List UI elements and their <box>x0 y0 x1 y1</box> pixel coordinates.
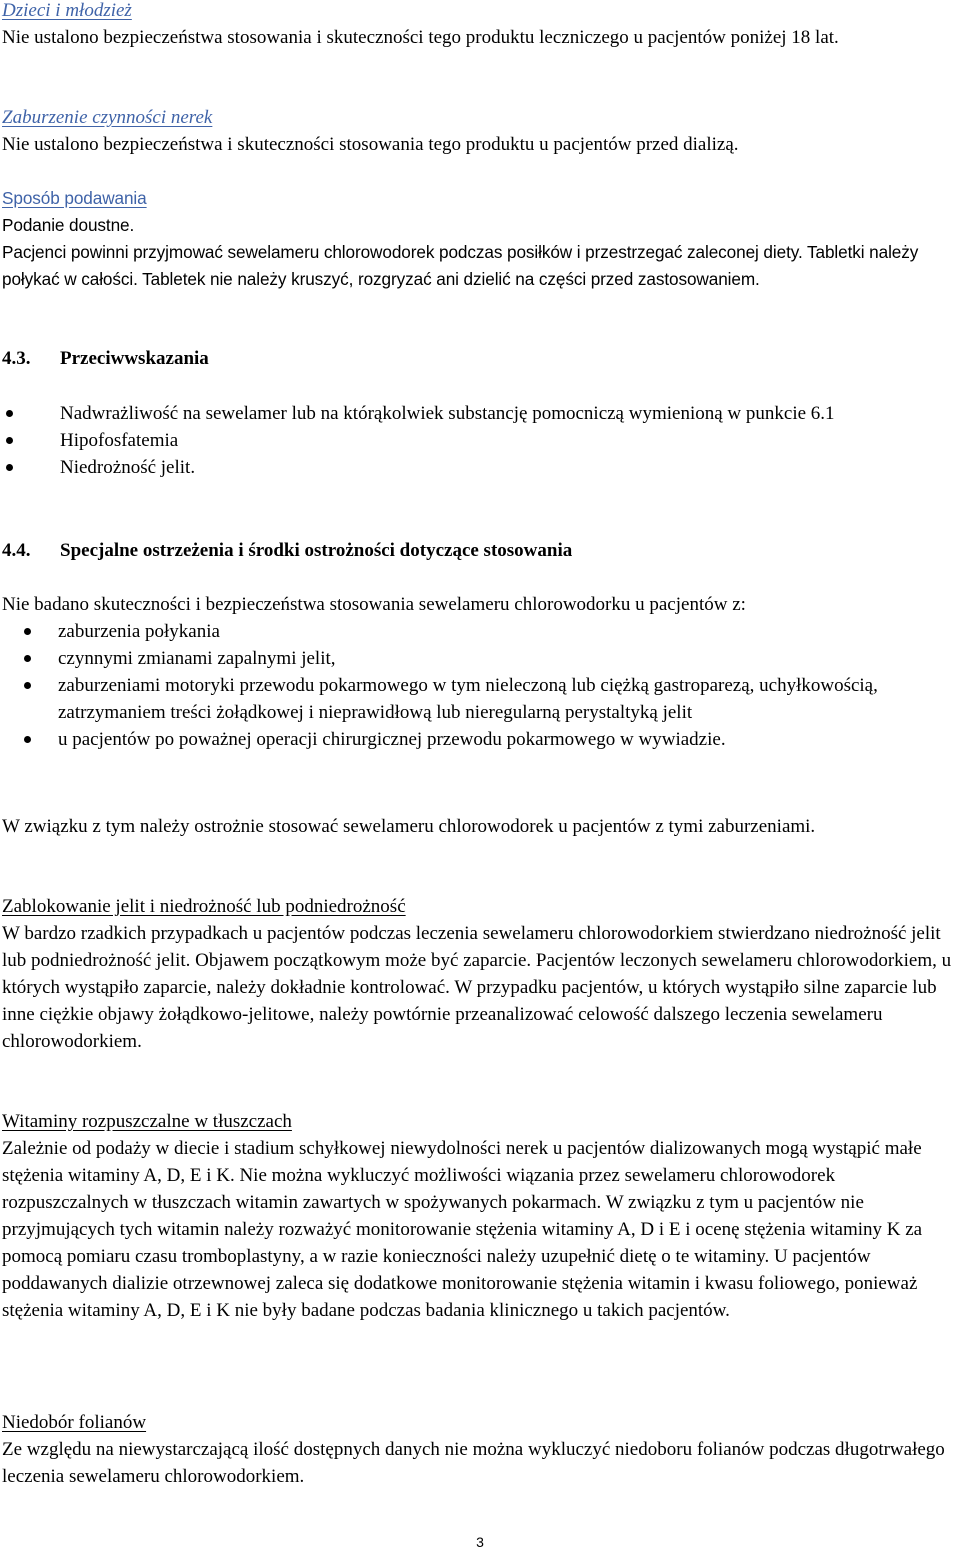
administration-text: Pacjenci powinni przyjmować sewelameru chlorowodorek podczas posiłków i przestrzegać zaleconej diety. Tabletki należy połykać w całości. Tabletek nie należy kruszyć, rozgryzać ani dzielić na części przed zastosowaniem. <box>2 242 919 289</box>
administration-line1: Podanie doustne. <box>2 215 135 235</box>
renal-text: Nie ustalono bezpieczeństwa i skuteczności stosowania tego produktu u pacjentów przed dializą. <box>2 134 739 155</box>
bullet-icon <box>6 410 13 417</box>
list-item: zaburzenia połykania <box>58 618 954 645</box>
bullet-icon <box>24 736 31 743</box>
children-text: Nie ustalono bezpieczeństwa stosowania i skuteczności tego produktu leczniczego u pacjentów poniżej 18 lat. <box>2 27 839 48</box>
children-block <box>2 0 954 51</box>
section-44-body <box>2 591 954 753</box>
section-44-intro: Nie badano skuteczności i bezpieczeństwa stosowania sewelameru chlorowodorku u pacjentów z: <box>2 594 746 615</box>
list-item: Hipofosfatemia <box>60 427 954 454</box>
list-item: czynnymi zmianami zapalnymi jelit, <box>58 645 954 672</box>
bullet-icon <box>6 464 13 471</box>
obstruction-heading: Zablokowanie jelit i niedrożność lub podniedrożność <box>2 896 406 917</box>
section-43-title: Przeciwwskazania <box>60 348 209 369</box>
vitamins-block <box>2 1108 954 1324</box>
list-item: u pacjentów po poważnej operacji chirurgicznej przewodu pokarmowego w wywiadzie. <box>58 726 954 753</box>
vitamins-heading: Witaminy rozpuszczalne w tłuszczach <box>2 1111 292 1132</box>
folate-block <box>2 1409 954 1490</box>
list-item: zaburzeniami motoryki przewodu pokarmowego w tym nieleczoną lub ciężką gastroparezą, uchyłkowością, zatrzymaniem treści żołądkowej i nieprawidłową lub nieregularną perystaltyką jelit <box>58 672 954 726</box>
list-item: Nadwrażliwość na sewelamer lub na którąkolwiek substancję pomocniczą wymienioną w punkcie 6.1 <box>60 400 954 427</box>
section-44-heading <box>2 537 954 564</box>
administration-block <box>2 185 954 293</box>
section-44-title: Specjalne ostrzeżenia i środki ostrożności dotyczące stosowania <box>60 540 573 561</box>
obstruction-block <box>2 893 954 1055</box>
folate-heading: Niedobór folianów <box>2 1412 147 1433</box>
bullet-icon <box>6 437 13 444</box>
renal-block <box>2 104 954 158</box>
section-43-number: 4.3. <box>2 348 31 369</box>
section-44-number: 4.4. <box>2 540 31 561</box>
renal-heading: Zaburzenie czynności nerek <box>2 107 213 128</box>
page-number: 3 <box>476 1534 484 1550</box>
section-44-caution: W związku z tym należy ostrożnie stosować sewelameru chlorowodorek u pacjentów z tymi zaburzeniami. <box>2 816 816 837</box>
children-heading: Dzieci i młodzież <box>2 0 132 21</box>
list-item: Niedrożność jelit. <box>60 454 954 481</box>
vitamins-text: Zależnie od podaży w diecie i stadium schyłkowej niewydolności nerek u pacjentów dializowanych mogą wystąpić małe stężenia witaminy A, D, E i K. Nie można wykluczyć możliwości wiązania przez sewelameru chlorowodorek rozpuszczalnych w tłuszczach witamin zawartych w spożywanych pokarmach. W związku z tym u pacjentów nie przyjmujących tych witamin należy rozważyć monitorowanie stężenia witaminy A, D i E i ocenę stężenia witaminy K za pomocą pomiaru czasu tromboplastyny, a w razie konieczności należy uzupełnić dietę o te witaminy. U pacjentów poddawanych dializie otrzewnowej zaleca się dodatkowe monitorowanie stężenia witamin i kwasu foliowego, ponieważ stężenia witaminy A, D, E i K nie były badane podczas badania klinicznego u takich pacjentów. <box>2 1138 923 1321</box>
obstruction-text: W bardzo rzadkich przypadkach u pacjentów podczas leczenia sewelameru chlorowodorkiem stwierdzano niedrożność jelit lub podniedrożność jelit. Objawem początkowym może być zaparcie. Pacjentów leczonych sewelameru chlorowodorkiem, u których wystąpiło zaparcie, należy dokładnie kontrolować. W przypadku pacjentów, u których wystąpiło silne zaparcie lub inne ciężkie objawy żołądkowo-jelitowe, należy powtórnie przeanalizować celowość dalszego leczenia sewelameru chlorowodorkiem. <box>2 923 952 1052</box>
administration-heading: Sposób podawania <box>2 188 147 208</box>
folate-text: Ze względu na niewystarczającą ilość dostępnych danych nie można wykluczyć niedoboru folianów podczas długotrwałego leczenia sewelameru chlorowodorkiem. <box>2 1439 945 1487</box>
bullet-icon <box>24 655 31 662</box>
bullet-icon <box>24 682 31 689</box>
bullet-icon <box>24 628 31 635</box>
section-43-heading <box>2 345 954 372</box>
section-43-list <box>2 400 954 481</box>
